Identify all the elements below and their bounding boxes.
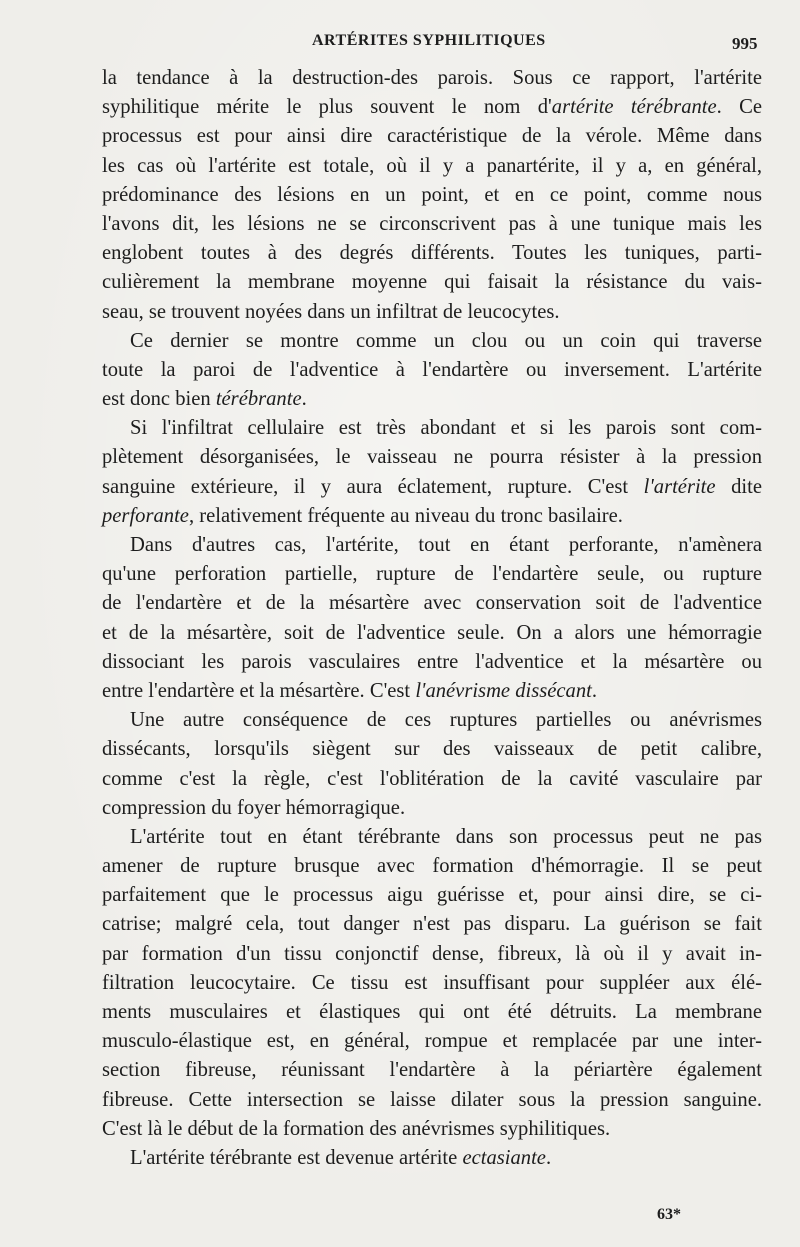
text-run: entre l'endartère et la mésartère. C'est (102, 679, 416, 702)
text-run: dite (715, 475, 762, 498)
paragraph (102, 823, 762, 1144)
body-text (102, 64, 762, 1173)
italic-term: artérite térébrante (551, 96, 717, 119)
signature-mark: 63* (657, 1206, 681, 1223)
text-line: dissociant les parois vasculaires entre l'adventice et la mésartère ou (102, 650, 762, 673)
text-run: . (591, 679, 598, 702)
text-line: processus est pour ainsi dire caractéristique de la vérole. Même dans (102, 125, 762, 148)
paragraph (102, 327, 762, 415)
text-line: plètement désorganisées, le vaisseau ne pourra résister à la pression (102, 446, 762, 469)
italic-term: l'anévrisme dissécant (415, 679, 592, 702)
text-line: ments musculaires et élastiques qui ont été détruits. La membrane (102, 1001, 762, 1023)
text-line: fibreuse. Cette intersection se laisse dilater sous la pression sanguine. (102, 1088, 762, 1111)
text-line: L'artérite tout en étant térébrante dans son processus peut ne pas (130, 825, 762, 848)
text-line (102, 473, 762, 502)
text-line: musculo-élastique est, en général, rompue et remplacée par une inter- (102, 1030, 762, 1053)
text-line: Dans d'autres cas, l'artérite, tout en étant perforante, n'amènera (130, 534, 762, 556)
text-line: compression du foyer hémorragique. (102, 796, 406, 819)
text-run: . (545, 1146, 552, 1169)
text-line: l'avons dit, les lésions ne se circonscrivent pas à une tunique mais les (102, 212, 762, 235)
text-line: section fibreuse, réunissant l'endartère à la périartère également (102, 1059, 762, 1082)
text-line: catrise; malgré cela, tout danger n'est pas disparu. La guérison se fait (102, 913, 762, 936)
text-line: Si l'infiltrat cellulaire est très abondant et si les parois sont com- (130, 417, 762, 440)
text-line: filtration leucocytaire. Ce tissu est insuffisant pour suppléer aux élé- (102, 971, 762, 994)
text-line: culièrement la membrane moyenne qui faisait la résistance du vais- (102, 271, 762, 294)
italic-term: perforante (102, 504, 189, 527)
text-line (102, 93, 762, 122)
text-line: Ce dernier se montre comme un clou ou un coin qui traverse (130, 329, 762, 352)
paragraph (102, 706, 762, 823)
text-line (102, 677, 762, 706)
italic-term: ectasiante (462, 1146, 546, 1169)
paragraph (102, 1144, 762, 1173)
italic-term: térébrante (215, 388, 302, 411)
text-line: dissécants, lorsqu'ils siègent sur des vaisseaux de petit calibre, (102, 738, 762, 761)
text-line: seau, se trouvent noyées dans un infiltrat de leucocytes. (102, 300, 560, 323)
text-line: et de la mésartère, soit de l'adventice seule. On a alors une hémorragie (102, 621, 762, 644)
text-line: prédominance des lésions en un point, et en ce point, comme nous (102, 183, 762, 206)
text-line (102, 1144, 762, 1173)
text-run: , relativement fréquente au niveau du tronc basilaire. (188, 504, 623, 527)
text-line (102, 502, 762, 531)
running-head: ARTÉRITES SYPHILITIQUES (312, 32, 546, 49)
text-run: . (301, 388, 307, 411)
paragraph (102, 64, 762, 327)
text-line: comme c'est la règle, c'est l'oblitération de la cavité vasculaire par (102, 767, 762, 790)
page-number: 995 (732, 34, 758, 53)
text-line: qu'une perforation partielle, rupture de l'endartère seule, ou rupture (102, 563, 762, 586)
text-run: syphilitique mérite le plus souvent le nom d' (102, 96, 552, 119)
text-run: est donc bien (102, 388, 216, 411)
text-line: la tendance à la destruction-des parois. Sous ce rapport, l'artérite (102, 67, 762, 89)
text-line: parfaitement que le processus aigu guérisse et, pour ainsi dire, se ci- (102, 884, 762, 907)
text-line: amener de rupture brusque avec formation d'hémorragie. Il se peut (102, 855, 762, 878)
text-line: Une autre conséquence de ces ruptures partielles ou anévrismes (130, 709, 762, 732)
text-run: . Ce (716, 96, 762, 119)
text-line: toute la paroi de l'adventice à l'endartère ou inversement. L'artérite (102, 358, 762, 381)
text-run: sanguine extérieure, il y aura éclatement, rupture. C'est (102, 475, 644, 498)
paragraph (102, 414, 762, 531)
text-line: englobent toutes à des degrés différents. Toutes les tuniques, parti- (102, 242, 762, 265)
paragraph (102, 531, 762, 706)
text-run: L'artérite térébrante est devenue artérite (130, 1146, 463, 1169)
text-line: les cas où l'artérite est totale, où il y a panartérite, il y a, en général, (102, 154, 762, 177)
text-line (102, 385, 762, 414)
text-line: C'est là le début de la formation des anévrismes syphilitiques. (102, 1117, 611, 1140)
text-line: de l'endartère et de la mésartère avec conservation soit de l'adventice (102, 592, 762, 615)
text-line: par formation d'un tissu conjonctif dense, fibreux, là où il y avait in- (102, 942, 762, 965)
italic-term: l'artérite (643, 475, 716, 498)
